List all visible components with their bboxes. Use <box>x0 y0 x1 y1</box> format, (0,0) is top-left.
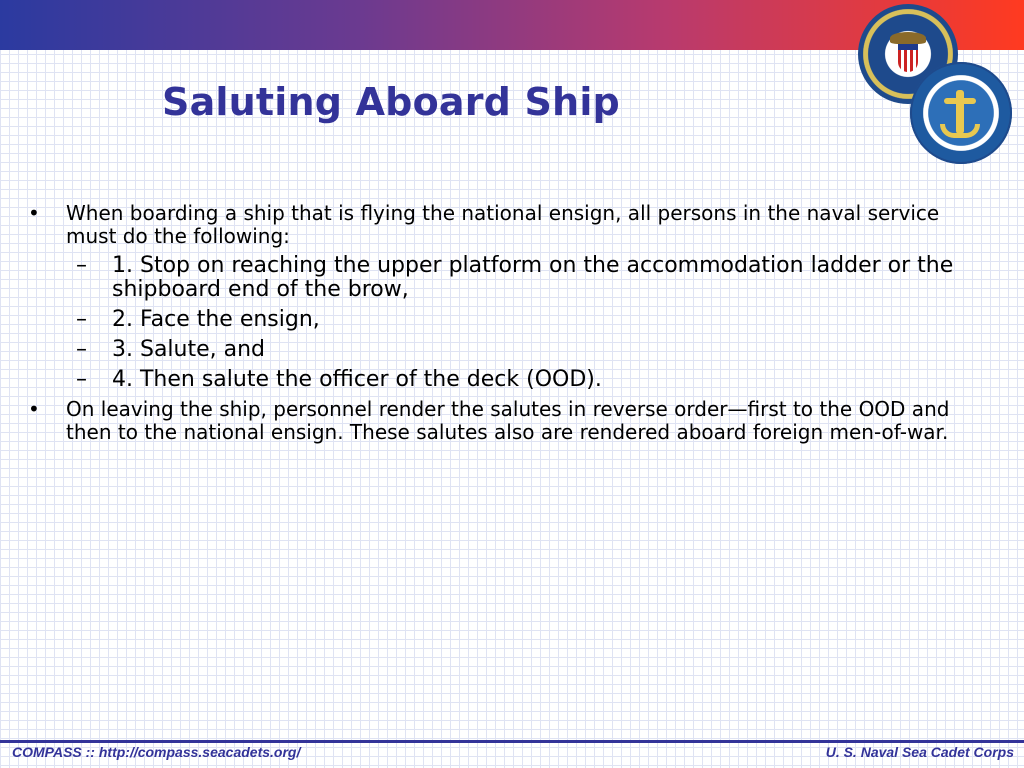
shield-icon <box>898 44 918 72</box>
bullet-item <box>28 398 968 444</box>
sub-item-text: 4. Then salute the officer of the deck (OOD). <box>112 367 602 392</box>
slide-body <box>28 202 968 448</box>
sub-mark: – <box>76 337 87 362</box>
navy-league-cadet-corps-seal-icon <box>910 62 1012 164</box>
footer-divider <box>0 740 1024 743</box>
sub-item <box>28 254 968 302</box>
bullet-item <box>28 202 968 248</box>
bullet-mark: • <box>28 397 40 421</box>
bullet-text: On leaving the ship, personnel render the salutes in reverse order—first to the OOD and then to the national ensign. These salutes also are rendered aboard foreign men-of-war. <box>66 397 950 444</box>
sub-mark: – <box>76 253 87 278</box>
slide-title: Saluting Aboard Ship <box>162 80 620 124</box>
anchor-bar-icon <box>944 98 976 104</box>
sub-item <box>28 338 968 362</box>
bullet-text: When boarding a ship that is flying the national ensign, all persons in the naval service must do the following: <box>66 201 940 248</box>
sub-mark: – <box>76 307 87 332</box>
sub-item-text: 2. Face the ensign, <box>112 307 320 332</box>
sub-item <box>28 368 968 392</box>
anchor-base-icon <box>940 124 980 138</box>
sub-item-text: 1. Stop on reaching the upper platform on the accommodation ladder or the shipboard end of the brow, <box>112 253 954 302</box>
footer-organization: U. S. Naval Sea Cadet Corps <box>825 744 1014 760</box>
sub-mark: – <box>76 367 87 392</box>
eagle-icon <box>890 32 926 44</box>
sub-item-text: 3. Salute, and <box>112 337 266 362</box>
sub-item <box>28 308 968 332</box>
footer-compass-link[interactable]: COMPASS :: http://compass.seacadets.org/ <box>12 744 301 760</box>
bullet-mark: • <box>28 201 40 225</box>
